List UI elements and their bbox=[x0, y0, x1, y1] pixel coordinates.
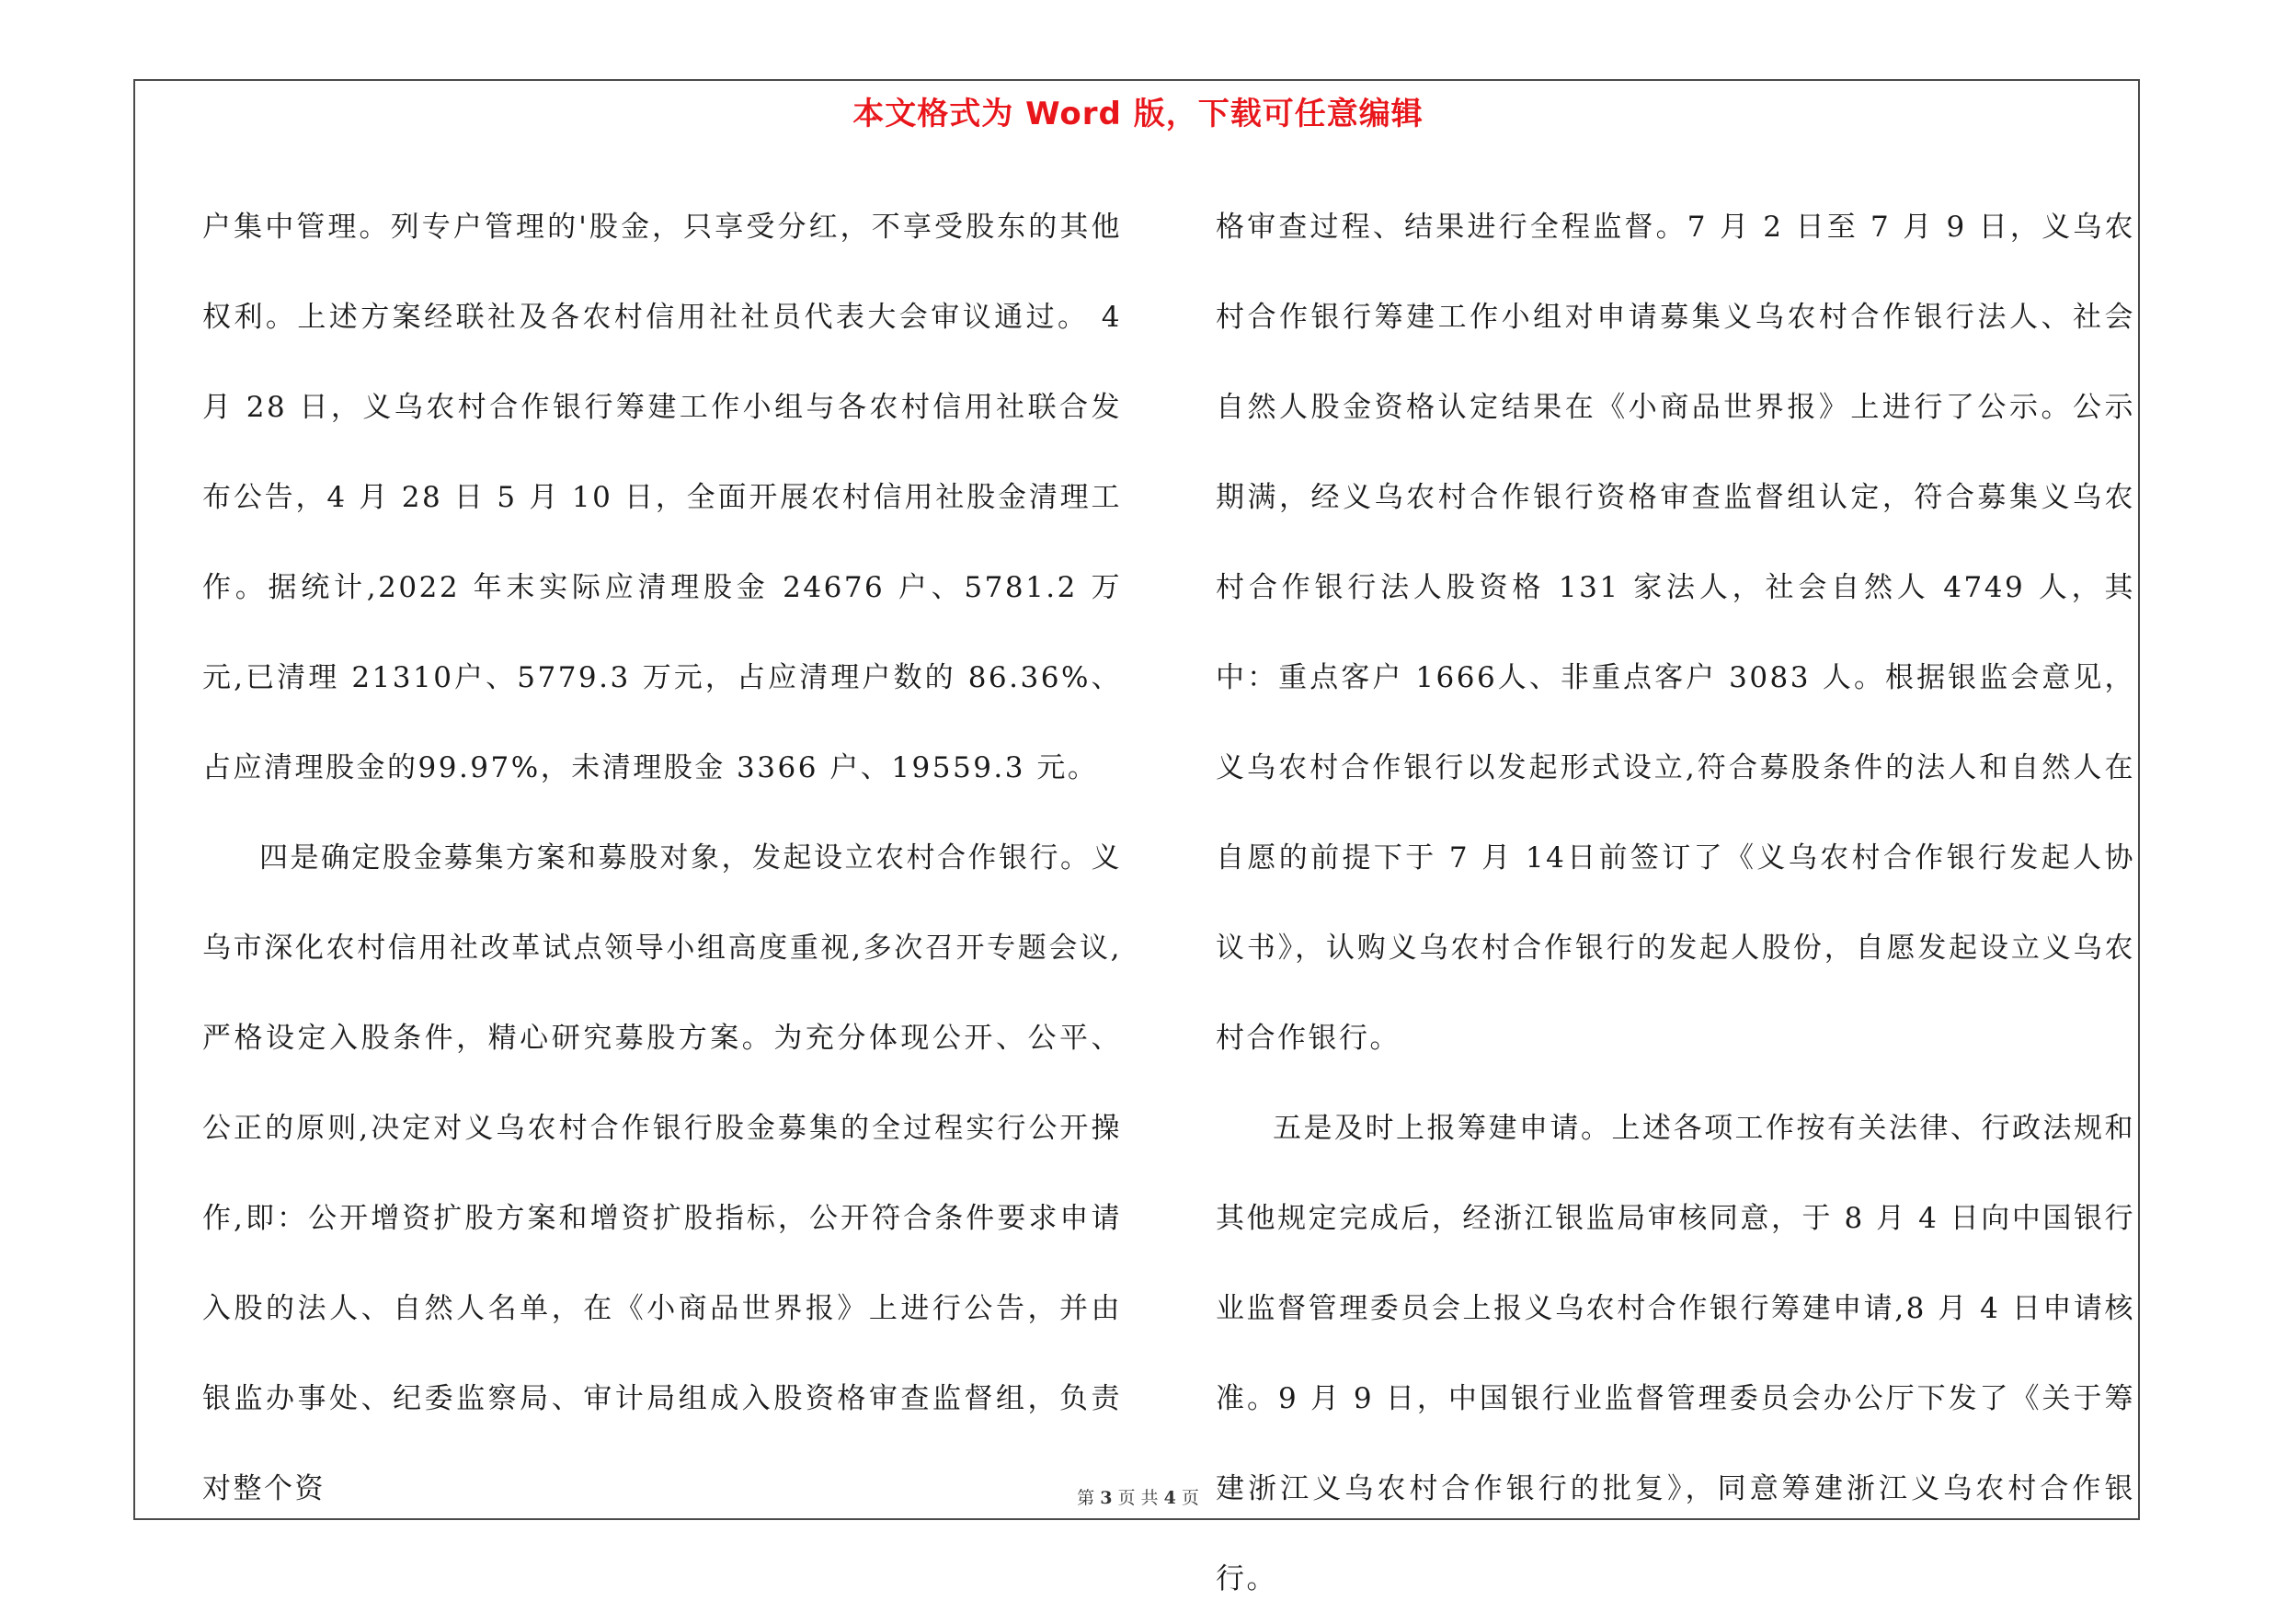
right-text-column bbox=[1216, 182, 2135, 1624]
page-footer bbox=[0, 1484, 2276, 1509]
right-paragraph-2: 五是及时上报筹建申请。上述各项工作按有关法律、行政法规和其他规定完成后，经浙江银监局审核同意，于 8 月 4 日向中国银行业监督管理委员会上报义乌农村合作银行筹建申请,8 月 4 日申请核准。9 月 9 日，中国银行业监督管理委员会办公厅下发了《关于筹建浙江义乌农村合作银行的批复》，同意筹建浙江义乌农村合作银行。 bbox=[1216, 1112, 2135, 1595]
footer-total-pages: 4 bbox=[1163, 1488, 1176, 1508]
right-paragraph-1: 格审查过程、结果进行全程监督。7 月 2 日至 7 月 9 日，义乌农村合作银行筹建工作小组对申请募集义乌农村合作银行法人、社会自然人股金资格认定结果在《小商品世界报》上进行了公示。公示期满，经义乌农村合作银行资格审查监督组认定，符合募集义乌农村合作银行法人股资格 131 家法人，社会自然人 4749 人，其中：重点客户 1666人、非重点客户 3083 人。根据银监会意见，义乌农村合作银行以发起形式设立,符合募股条件的法人和自然人在自愿的前提下于 7 月 14日前签订了《义乌农村合作银行发起人协议书》，认购义乌农村合作银行的发起人股份，自愿发起设立义乌农村合作银行。 bbox=[1216, 211, 2135, 1055]
footer-suffix: 页 bbox=[1175, 1488, 1199, 1508]
footer-prefix: 第 bbox=[1077, 1488, 1101, 1508]
footer-middle: 页 共 bbox=[1112, 1488, 1164, 1508]
left-text-column bbox=[202, 182, 1122, 1534]
footer-current-page: 3 bbox=[1100, 1488, 1113, 1508]
format-notice-banner: 本文格式为 Word 版，下载可任意编辑 bbox=[852, 96, 1424, 132]
left-paragraph-1: 户集中管理。列专户管理的'股金，只享受分红，不享受股东的其他权利。上述方案经联社及各农村信用社社员代表大会审议通过。 4月 28 日，义乌农村合作银行筹建工作小组与各农村信用社联合发布公告，4 月 28 日 5 月 10 日，全面开展农村信用社股金清理工作。据统计,2022 年末实际应清理股金 24676 户、5781.2 万元,已清理 21310户、5779.3 万元，占应清理户数的 86.36%、占应清理股金的99.97%，未清理股金 3366 户、19559.3 元。 bbox=[202, 211, 1122, 784]
left-paragraph-2: 四是确定股金募集方案和募股对象，发起设立农村合作银行。义乌市深化农村信用社改革试点领导小组高度重视,多次召开专题会议,严格设定入股条件，精心研究募股方案。为充分体现公开、公平、公正的原则,决定对义乌农村合作银行股金募集的全过程实行公开操作,即：公开增资扩股方案和增资扩股指标，公开符合条件要求申请入股的法人、自然人名单，在《小商品世界报》上进行公告，并由银监办事处、纪委监察局、审计局组成入股资格审查监督组，负责对整个资 bbox=[202, 841, 1122, 1505]
